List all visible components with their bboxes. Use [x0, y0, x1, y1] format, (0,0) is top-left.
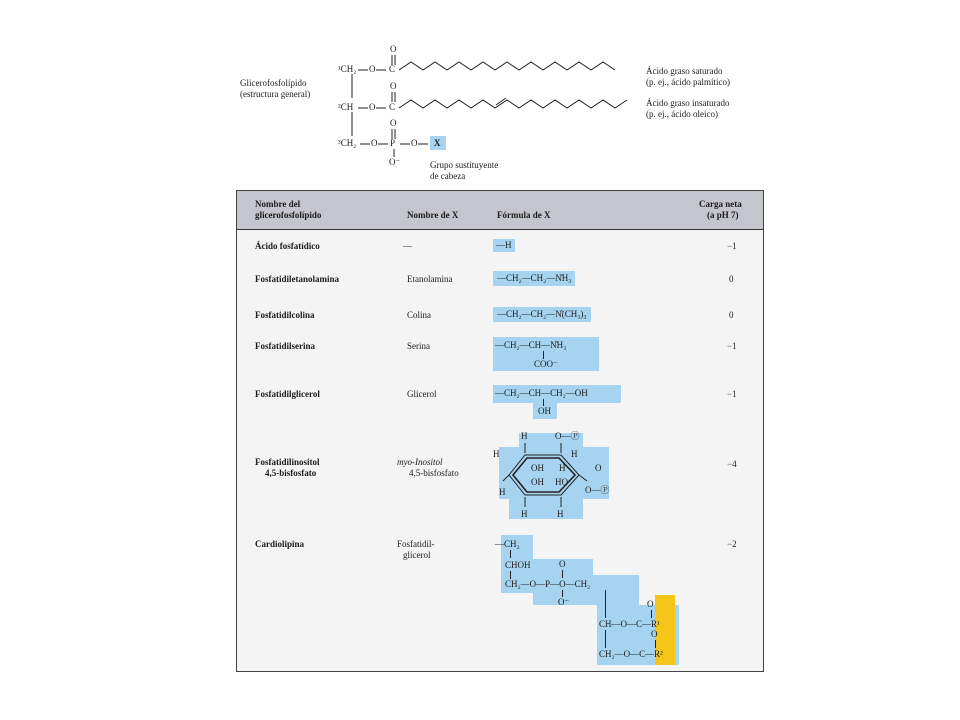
table-header [237, 191, 763, 230]
unsaturated-example: (p. ej., ácido oleico) [646, 109, 718, 119]
row-x-name: Etanolamina [407, 274, 453, 284]
inositol-o: O [595, 463, 602, 473]
bond-line [562, 590, 563, 597]
row-x-name: Colina [407, 310, 431, 320]
header-x-name: Nombre de X [407, 210, 459, 220]
formula-highlight [593, 575, 639, 605]
phosphoester-oxygen: O [371, 138, 378, 148]
glycerophospholipid-table [236, 190, 764, 672]
table-row [237, 267, 763, 291]
c2-label: ²CH [338, 102, 354, 112]
row-name: Fosfatidilcolina [255, 310, 315, 320]
carbonyl-carbon-2: C [389, 102, 396, 112]
inositol-h: H [521, 431, 528, 441]
table-row [237, 235, 763, 257]
row-charge: −1 [727, 341, 737, 351]
row-formula: —CH₂—CH₂—N̊H₃ [493, 271, 575, 286]
inositol-ho: HO [555, 477, 568, 487]
cardiolipin-phosphoryl-o: O [559, 559, 566, 569]
head-oxygen: O [411, 138, 418, 148]
saturated-fatty-acid-label: Ácido graso saturado [646, 66, 723, 76]
header-charge: Carga neta [699, 199, 742, 209]
cardiolipin-o-minus: O⁻ [558, 597, 570, 607]
carbonyl-oxygen-1: O [390, 44, 397, 54]
inositol-o-phosphate: O—Ⓟ [555, 431, 580, 441]
table-row [237, 335, 763, 375]
row-formula-sub: COO⁻ [534, 359, 558, 369]
header-name-line2: glicerofosfolípido [255, 210, 322, 220]
row-charge: −2 [727, 539, 737, 549]
carbonyl-carbon-1: C [389, 64, 396, 74]
c3-label: ³CH₂ [338, 138, 357, 148]
phosphorus-atom: P [390, 138, 396, 148]
row-x-name: Glicerol [407, 389, 437, 399]
c1-label: ¹CH₂ [338, 64, 357, 74]
bond-line [543, 399, 544, 406]
row-charge: −4 [727, 459, 737, 469]
cardiolipin-carbonyl-o: O [651, 629, 658, 639]
table-row [237, 533, 763, 669]
inositol-h: H [499, 487, 506, 497]
bond-line [562, 570, 563, 578]
row-name: Cardiolipina [255, 539, 305, 549]
row-formula: —CH₂—CH₂—N̊(CH₃)₃ [493, 307, 591, 322]
cardiolipin-choh: CHOH [505, 560, 531, 570]
cardiolipin-ch: CH—O—C—R¹ [599, 619, 660, 629]
inositol-h: H [571, 449, 578, 459]
inositol-o-phosphate: O—Ⓟ [585, 485, 610, 495]
table-row [237, 429, 763, 523]
row-x-name: — [403, 241, 412, 251]
table-row [237, 383, 763, 423]
cardiolipin-phosphate-line: CH₂—O—P—O—CH₂ [505, 579, 591, 589]
row-name-line2: 4,5-bisfosfato [265, 468, 317, 478]
head-group-label-line2: de cabeza [430, 171, 466, 181]
row-charge: 0 [729, 310, 734, 320]
bond-line [543, 351, 544, 359]
unsaturated-fatty-acid-label: Ácido graso insaturado [646, 98, 730, 108]
bond-line [605, 590, 606, 618]
row-charge: −1 [727, 241, 737, 251]
header-x-formula: Fórmula de X [497, 210, 551, 220]
row-charge: −1 [727, 389, 737, 399]
ester-oxygen-1: O [369, 64, 376, 74]
inositol-h: H [559, 463, 566, 473]
row-name: Fosfatidilserina [255, 341, 315, 351]
row-name: Fosfatidiletanolamina [255, 274, 340, 284]
carbonyl-oxygen-2: O [390, 81, 397, 91]
row-name: Fosfatidilinositol [255, 457, 320, 467]
general-structure-label: (estructura general) [240, 89, 311, 99]
table-row [237, 303, 763, 327]
row-x-name-line2: glicerol [403, 550, 431, 560]
bond-line [655, 640, 656, 648]
row-formula: —CH₂—CH—N̊H₃ [495, 340, 567, 350]
row-formula: —H [493, 239, 515, 252]
ester-oxygen-2: O [369, 102, 376, 112]
cardiolipin-ch2-last: CH₂—O—C—R² [599, 649, 663, 659]
phosphoryl-oxygen: O [390, 118, 397, 128]
header-charge-line2: (a pH 7) [707, 210, 739, 220]
inositol-h: H [493, 449, 500, 459]
row-name: Ácido fosfatídico [255, 241, 320, 251]
head-group-label: Grupo sustituyente [430, 160, 499, 170]
inositol-h: H [557, 509, 564, 519]
x-head-group: X [434, 138, 441, 148]
row-x-name: Serina [407, 341, 430, 351]
cardiolipin-carbonyl-o: O [647, 599, 654, 609]
row-formula: —CH₂—CH—CH₂—OH [495, 388, 588, 398]
row-x-name-line2: 4,5-bisfosfato [409, 468, 459, 478]
row-charge: 0 [729, 274, 734, 284]
phosphate-oxygen-minus: O⁻ [389, 157, 401, 167]
glycerophospholipid-structure [236, 36, 756, 196]
saturated-example: (p. ej., ácido palmítico) [646, 77, 730, 87]
row-formula-sub: OH [538, 406, 551, 416]
bond-line [651, 610, 652, 618]
bond-line [605, 630, 606, 648]
bond-line [510, 571, 511, 579]
inositol-oh: OH [531, 477, 544, 487]
header-name: Nombre del [255, 199, 301, 209]
row-name: Fosfatidilglicerol [255, 389, 320, 399]
inositol-oh: OH [531, 463, 544, 473]
inositol-h: H [521, 509, 528, 519]
glycerophospholipid-label: Glicerofosfolípido [240, 78, 307, 88]
row-x-name: Fosfatidil- [397, 539, 435, 549]
cardiolipin-ch2: —CH₂ [495, 539, 520, 549]
row-x-name: myo-Inositol [397, 457, 443, 467]
bond-line [510, 550, 511, 558]
